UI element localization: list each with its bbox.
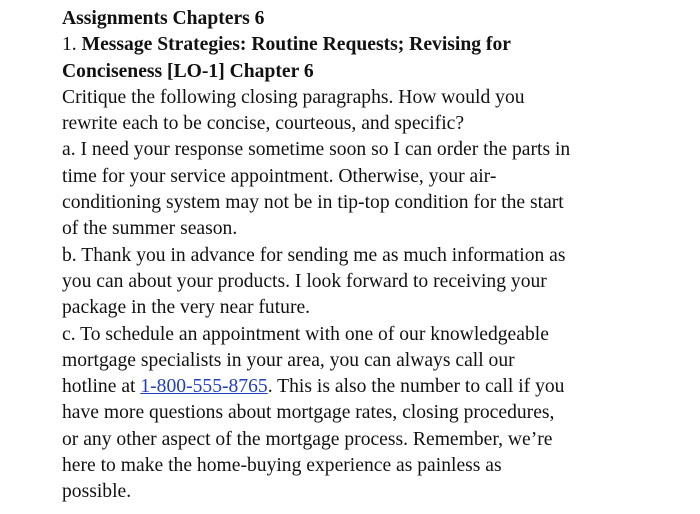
document-body xyxy=(62,6,682,506)
item-c-line-2: mortgage specialists in your area, you can always call our xyxy=(62,349,515,371)
item-c-line-5: or any other aspect of the mortgage process. Remember, we’re xyxy=(62,428,553,450)
instructions-line-1: Critique the following closing paragraphs. How would you xyxy=(62,86,525,108)
item-a-line-3: conditioning system may not be in tip-top condition for the start xyxy=(62,192,564,214)
question-title-line-1 xyxy=(62,32,682,58)
item-b-line-3: package in the very near future. xyxy=(62,297,311,319)
item-a-line-1: a. I need your response sometime soon so I can order the parts in xyxy=(62,139,571,161)
item-a-line-4: of the summer season. xyxy=(62,218,238,240)
item-a-line-2: time for your service appointment. Otherwise, your air- xyxy=(62,165,497,187)
question-number: 1. xyxy=(62,34,82,56)
item-c-line-7: possible. xyxy=(62,481,132,503)
item-c-line-3 xyxy=(62,374,682,400)
item-b-line-1: b. Thank you in advance for sending me as much information as xyxy=(62,244,566,266)
item-c-line-6: here to make the home-buying experience as painless as xyxy=(62,455,502,477)
item-c-text-after-phone: . This is also the number to call if you xyxy=(267,376,565,398)
item-c-text-before-phone: hotline at xyxy=(62,376,141,398)
page-heading: Assignments Chapters 6 xyxy=(62,8,265,29)
item-c-line-4: have more questions about mortgage rates, closing procedures, xyxy=(62,402,555,424)
item-b-line-2: you can about your products. I look forward to receiving your xyxy=(62,270,547,292)
question-title: Message Strategies: Routine Requests; Revising for xyxy=(81,34,511,56)
instructions-line-2: rewrite each to be concise, courteous, and specific? xyxy=(62,113,465,135)
question-title-line-2: Conciseness [LO-1] Chapter 6 xyxy=(62,60,314,82)
item-c-line-1: c. To schedule an appointment with one of our knowledgeable xyxy=(62,323,549,345)
phone-number-link[interactable]: 1-800-555-8765 xyxy=(140,376,268,398)
